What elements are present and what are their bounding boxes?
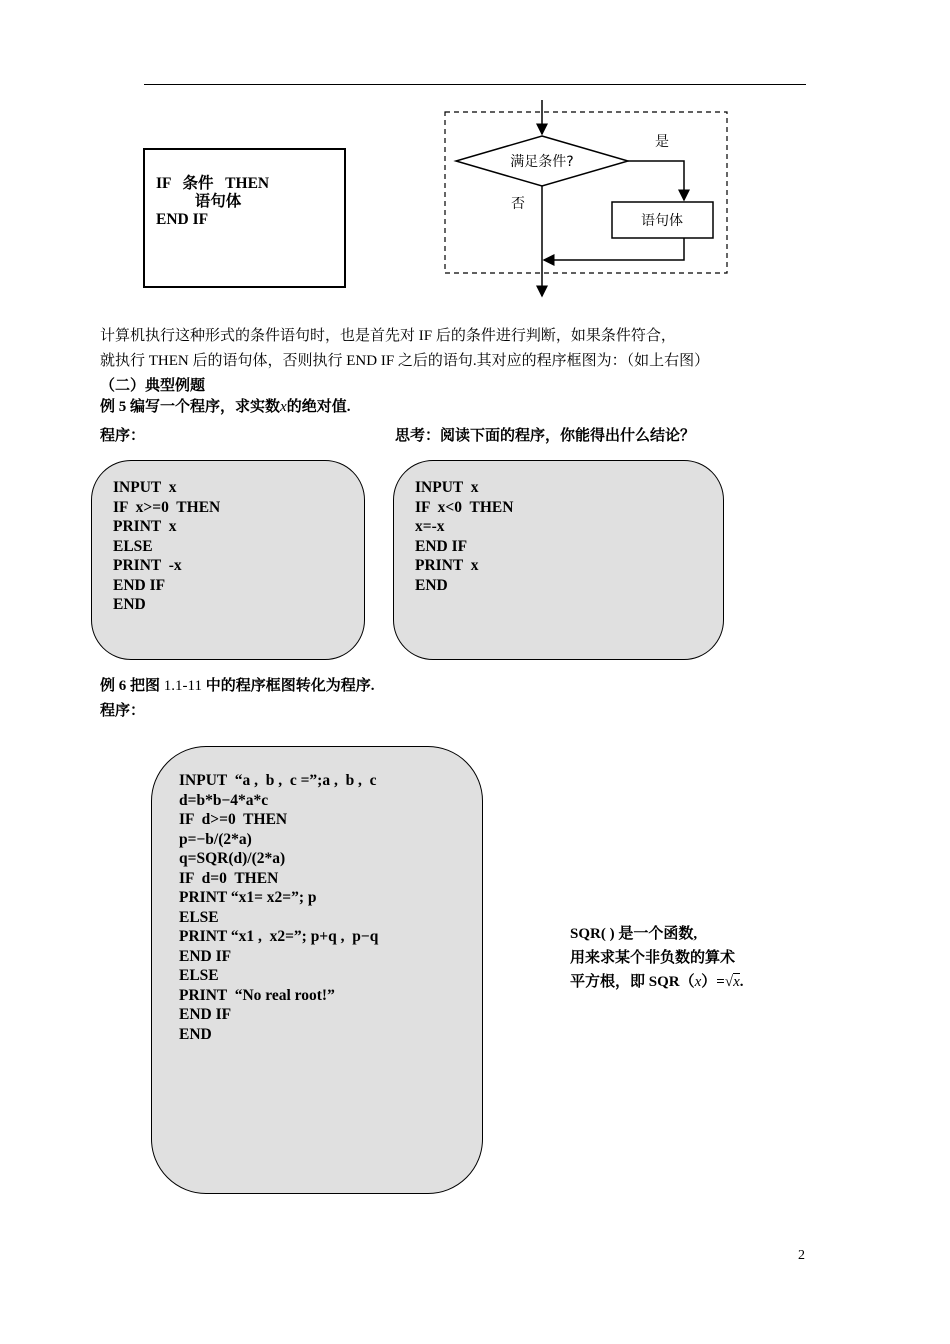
sqr-note-line-3-end: . — [739, 974, 744, 990]
example6-heading — [100, 676, 375, 696]
header-rule — [144, 84, 806, 85]
example6-fig: 1.1-11 — [163, 678, 202, 694]
if-line-3: END IF — [156, 211, 209, 228]
condition-text: 满足条件? — [510, 154, 574, 170]
sqrt-radical-icon: √ — [724, 974, 734, 990]
example5-text-after: 的绝对值. — [286, 399, 351, 415]
if-line-1: IF 条件 THEN — [156, 175, 270, 192]
example6-text-before: 把图 — [126, 678, 164, 694]
if-statement-box — [143, 148, 346, 288]
sqr-note-line-1: SQR( ) 是一个函数, — [570, 926, 698, 942]
sqr-note-line-3-a: 平方根，即 SQR（ — [570, 974, 695, 990]
example6-code-box — [151, 746, 483, 1194]
yes-branch-line — [628, 161, 684, 200]
example6-prefix: 例 6 — [100, 678, 127, 694]
sqr-note-var: x — [694, 974, 702, 990]
sqr-note-line-3-b: ）= — [701, 974, 725, 990]
paragraph-line-1: 计算机执行这种形式的条件语句时，也是首先对 IF 后的条件进行判断，如果条件符合， — [100, 328, 676, 344]
if-flowchart — [440, 96, 740, 306]
example5-heading — [100, 397, 350, 417]
sqr-note — [570, 922, 743, 994]
example5-code-right: INPUT x IF x<0 THEN x=-x END IF PRINT x END — [415, 479, 514, 594]
example6-program-label: 程序： — [100, 703, 146, 719]
example5-code-left: INPUT x IF x>=0 THEN PRINT x ELSE PRINT -x END IF END — [113, 479, 221, 613]
example5-program-label: 程序： — [100, 428, 146, 444]
section-title: （二）典型例题 — [100, 378, 206, 394]
example5-code-box-left — [91, 460, 365, 660]
example6-code: INPUT “a , b , c =”;a , b , c d=b*b−4*a*c IF d>=0 THEN p=−b/(2*a) q=SQR(d)/(2*a) IF d=0 THEN PRINT “x1= x2=”; p ELSE PRINT “x1 , x2=”; p+q , p−q END IF ELSE PRINT “No real root!” END IF END — [179, 772, 379, 1043]
example5-prefix: 例 5 — [100, 399, 127, 415]
no-label: 否 — [511, 196, 525, 212]
if-statement-code — [156, 175, 269, 229]
example5-var: x — [280, 399, 287, 415]
example6-text-after: 中的程序框图转化为程序. — [201, 678, 375, 694]
yes-label: 是 — [655, 134, 669, 150]
example5-text-before: 编写一个程序，求实数 — [126, 399, 281, 415]
merge-line — [544, 238, 684, 260]
example5-think-label: 思考：阅读下面的程序，你能得出什么结论？ — [395, 428, 696, 444]
sqr-note-line-3 — [570, 970, 743, 994]
example5-code-box-right — [393, 460, 724, 660]
page-number: 2 — [798, 1248, 805, 1263]
sqr-note-line-2: 用来求某个非负数的算术 — [570, 950, 736, 966]
statement-text: 语句体 — [641, 213, 683, 229]
sqr-note-sqrt-var: x — [733, 974, 740, 990]
paragraph-line-2: 就执行 THEN 后的语句体，否则执行 END IF 之后的语句.其对应的程序框图为：（如上右图） — [100, 353, 710, 369]
if-line-2: 语句体 — [156, 193, 242, 210]
